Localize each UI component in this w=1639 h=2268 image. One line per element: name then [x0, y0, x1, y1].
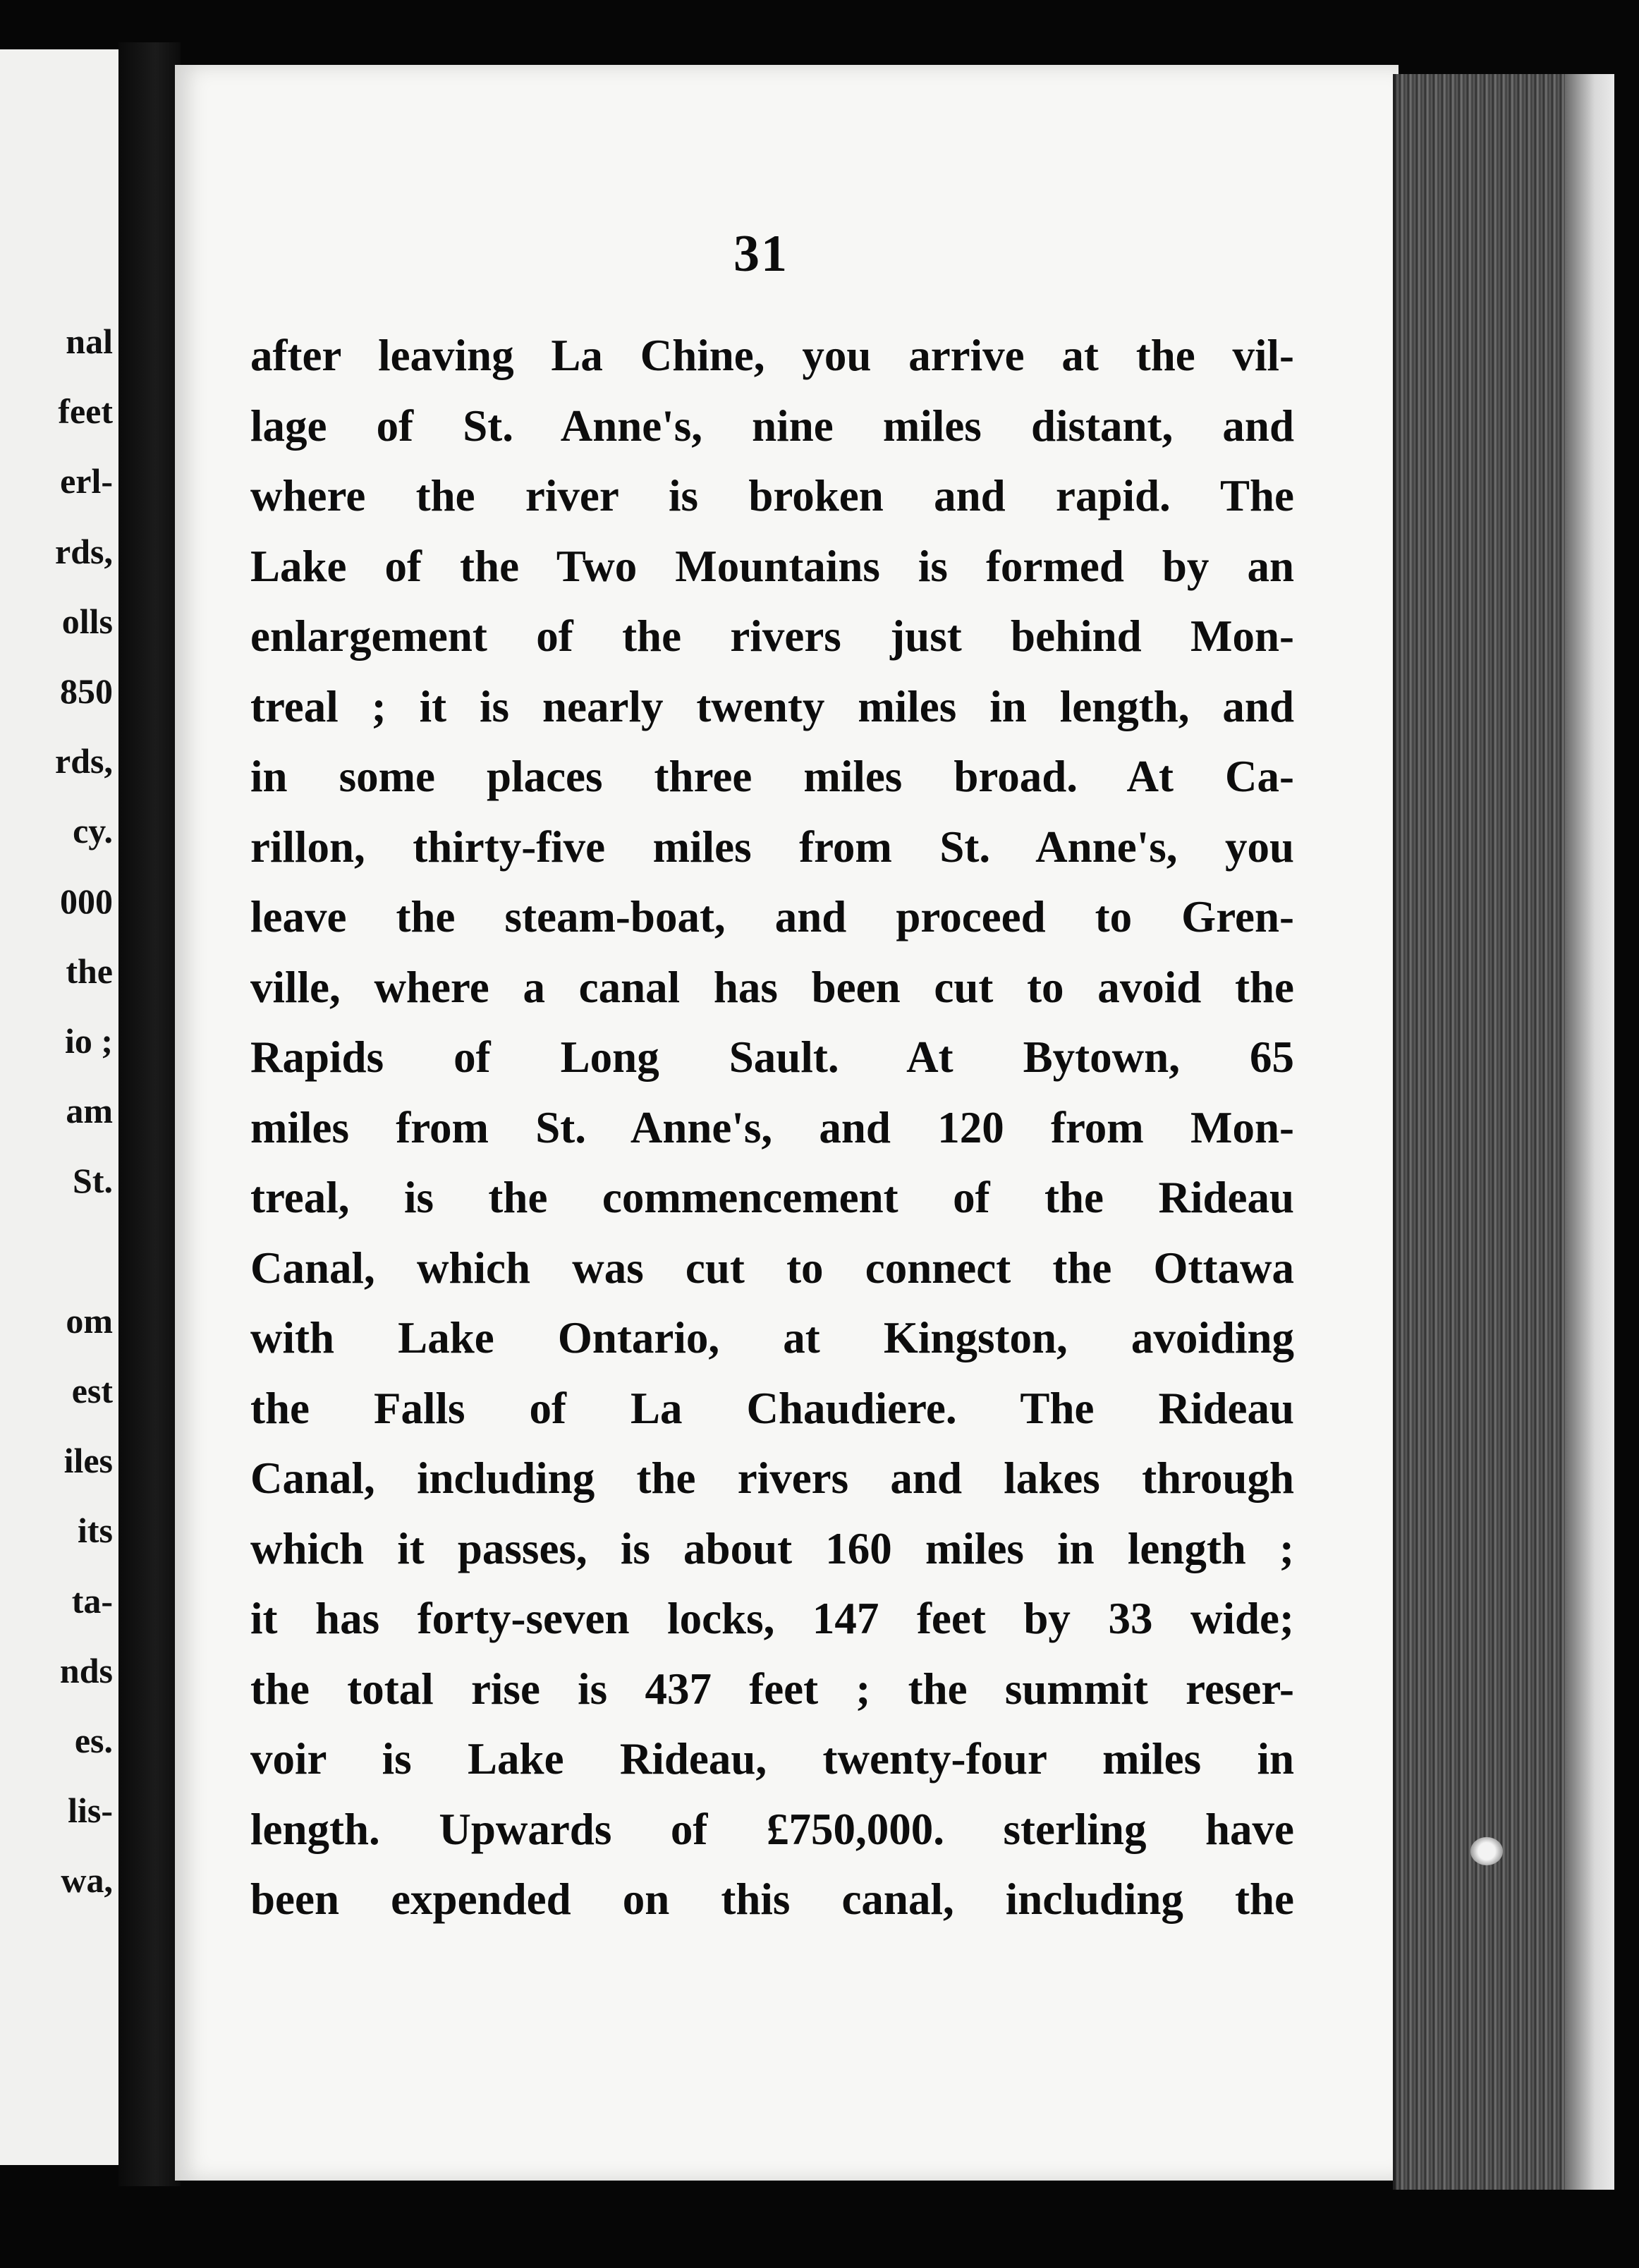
- facing-page-fragment: the: [66, 951, 113, 991]
- facing-page-fragment: ta-: [71, 1580, 113, 1621]
- text-line: Canal, including the rivers and lakes through: [250, 1453, 1294, 1503]
- book-gutter: [118, 42, 181, 2186]
- text-line: ville, where a canal has been cut to avoid the: [250, 962, 1294, 1012]
- facing-page-fragment: erl-: [60, 461, 113, 501]
- text-line: Canal, which was cut to connect the Ottawa: [250, 1243, 1294, 1293]
- text-line: the total rise is 437 feet ; the summit reser-: [250, 1664, 1294, 1714]
- facing-page-fragment: St.: [73, 1161, 113, 1201]
- facing-page-fragment: rds,: [55, 531, 113, 571]
- text-line: lage of St. Anne's, nine miles distant, and: [250, 401, 1294, 451]
- facing-page-fragment: nal: [66, 322, 113, 361]
- page-edges-stack: [1393, 74, 1614, 2190]
- facing-page-fragment: lis-: [68, 1791, 113, 1831]
- facing-page-fragment: est: [71, 1371, 113, 1410]
- text-line: Rapids of Long Sault. At Bytown, 65: [250, 1032, 1294, 1082]
- facing-page-fragment: wa,: [61, 1860, 113, 1901]
- facing-page-fragment: its: [78, 1511, 113, 1551]
- text-line: treal ; it is nearly twenty miles in length, and: [250, 681, 1294, 731]
- text-line: rillon, thirty-five miles from St. Anne's, you: [250, 822, 1294, 872]
- facing-page-fragment: cy.: [73, 811, 113, 851]
- facing-page-fragment: es.: [74, 1721, 113, 1760]
- text-line: after leaving La Chine, you arrive at the vil-: [250, 331, 1294, 380]
- facing-page-fragment: rds,: [55, 741, 113, 781]
- text-line: treal, is the commencement of the Rideau: [250, 1173, 1294, 1222]
- facing-page-fragment: feet: [58, 391, 113, 432]
- text-line: where the river is broken and rapid. The: [250, 471, 1294, 520]
- text-line: miles from St. Anne's, and 120 from Mon-: [250, 1102, 1294, 1152]
- facing-page-fragment: om: [66, 1300, 113, 1341]
- text-line: Lake of the Two Mountains is formed by an: [250, 541, 1294, 591]
- text-line: been expended on this canal, including the: [250, 1874, 1294, 1924]
- text-line: length. Upwards of £750,000. sterling have: [250, 1804, 1294, 1854]
- text-line: voir is Lake Rideau, twenty-four miles in: [250, 1734, 1294, 1784]
- facing-page-fragment: olls: [61, 601, 113, 641]
- facing-page-fragment: 000: [60, 881, 113, 921]
- text-line: in some places three miles broad. At Ca-: [250, 752, 1294, 801]
- facing-page-fragment: 850: [60, 671, 113, 711]
- text-line: enlargement of the rivers just behind Mon-: [250, 611, 1294, 661]
- paper-blemish: [1470, 1837, 1503, 1865]
- text-line: it has forty-seven locks, 147 feet by 33 wide;: [250, 1594, 1294, 1643]
- facing-page-fragment: iles: [63, 1441, 113, 1481]
- facing-page-fragment: am: [66, 1091, 113, 1131]
- text-line: which it passes, is about 160 miles in length ;: [250, 1523, 1294, 1573]
- text-line: with Lake Ontario, at Kingston, avoiding: [250, 1313, 1294, 1362]
- facing-page-fragment: nds: [59, 1650, 113, 1690]
- text-line: the Falls of La Chaudiere. The Rideau: [250, 1383, 1294, 1433]
- page-body-text: [250, 321, 1294, 1935]
- facing-page-fragment: io ;: [64, 1021, 113, 1061]
- page-number: 31: [733, 225, 788, 283]
- text-line: leave the steam-boat, and proceed to Gren-: [250, 892, 1294, 941]
